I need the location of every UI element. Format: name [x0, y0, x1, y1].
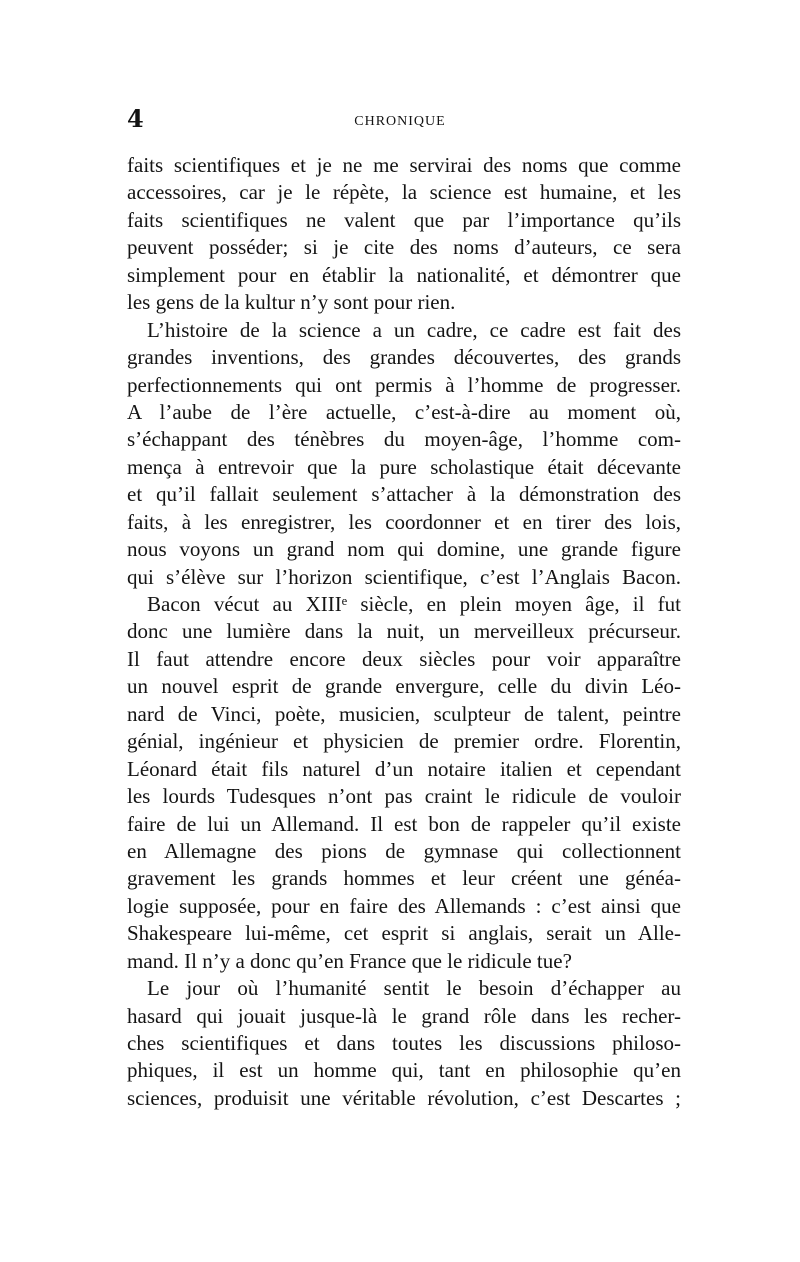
text-line: faits scientifiques ne valent que par l’importance qu’ils — [127, 207, 681, 232]
text-line: grandes inventions, des grandes découvertes, des grands — [127, 345, 681, 370]
text-line: nard de Vinci, poète, musicien, sculpteur de talent, peintre — [127, 701, 681, 726]
text-line: nous voyons un grand nom qui domine, une grande figure — [127, 537, 681, 562]
text-line: mença à entrevoir que la pure scholastique était décevante — [127, 454, 681, 479]
text-line: et qu’il fallait seulement s’attacher à la démonstration des — [127, 482, 681, 507]
text-line: s’échappant des ténèbres du moyen-âge, l’homme com- — [127, 427, 681, 452]
text-line: génial, ingénieur et physicien de premier ordre. Florentin, — [127, 729, 681, 754]
text-line: les lourds Tudesques n’ont pas craint le ridicule de vouloir — [127, 784, 681, 809]
text-line: sciences, produisit une véritable révolution, c’est Descartes ; — [127, 1085, 681, 1110]
text-line: peuvent posséder; si je cite des noms d’auteurs, ce sera — [127, 235, 681, 260]
text-line: gravement les grands hommes et leur créent une généa- — [127, 866, 681, 891]
text-line: faits scientifiques et je ne me servirai des noms que comme — [127, 153, 681, 177]
text-line: en Allemagne des pions de gymnase qui collectionnent — [127, 838, 681, 863]
paragraph-start-line: Bacon vécut au XIIIᵉ siècle, en plein moyen âge, il fut — [147, 592, 681, 616]
paragraph-start-line: Le jour où l’humanité sentit le besoin d’échapper au — [147, 976, 681, 1001]
text-line: faire de lui un Allemand. Il est bon de rappeler qu’il existe — [127, 811, 681, 836]
text-line: mand. Il n’y a donc qu’en France que le ridicule tue? — [127, 948, 572, 973]
text-line: A l’aube de l’ère actuelle, c’est-à-dire au moment où, — [127, 399, 681, 424]
text-line: ches scientifiques et dans toutes les discussions philoso- — [127, 1031, 681, 1055]
text-line: Il faut attendre encore deux siècles pour voir apparaître — [127, 646, 681, 671]
text-line: simplement pour en établir la nationalité, et démontrer que — [127, 262, 681, 287]
text-line: perfectionnements qui ont permis à l’homme de progresser. — [127, 372, 681, 397]
page-number: 4 — [127, 104, 144, 133]
text-line: Shakespeare lui-même, cet esprit si anglais, serait un Alle- — [127, 921, 681, 946]
text-line: logie supposée, pour en faire des Allemands : c’est ainsi que — [127, 893, 681, 918]
text-line: un nouvel esprit de grande envergure, celle du divin Léo- — [127, 674, 681, 699]
text-line: Léonard était fils naturel d’un notaire italien et cependant — [127, 756, 681, 781]
body-text — [127, 152, 681, 1112]
text-line: faits, à les enregistrer, les coordonner et en tirer des lois, — [127, 509, 681, 534]
paragraph-start-line: L’histoire de la science a un cadre, ce cadre est fait des — [147, 317, 681, 342]
text-line: les gens de la kultur n’y sont pour rien. — [127, 290, 456, 315]
text-line: hasard qui jouait jusque-là le grand rôle dans les recher- — [127, 1003, 681, 1028]
text-line: accessoires, car je le répète, la science est humaine, et les — [127, 180, 681, 205]
text-line: phiques, il est un homme qui, tant en philosophie qu’en — [127, 1058, 681, 1083]
text-line: donc une lumière dans la nuit, un merveilleux précurseur. — [127, 619, 681, 644]
running-title: CHRONIQUE — [354, 114, 446, 129]
text-line: qui s’élève sur l’horizon scientifique, c’est l’Anglais Bacon. — [127, 564, 681, 589]
